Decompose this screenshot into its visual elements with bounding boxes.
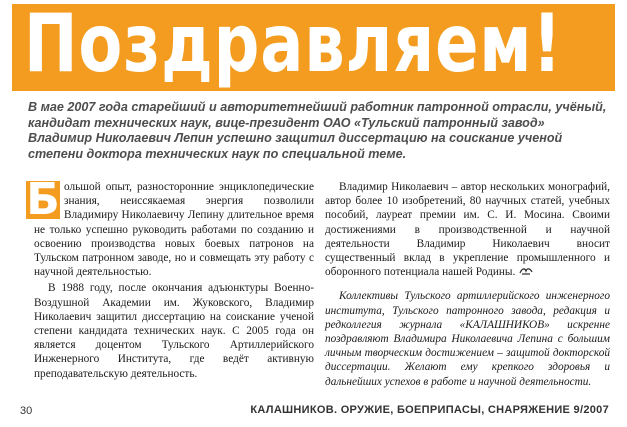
magazine-footer: КАЛАШНИКОВ. ОРУЖИЕ, БОЕПРИПАСЫ, СНАРЯЖЕНИЕ 9/2007 (250, 404, 609, 416)
page-number: 30 (20, 405, 33, 417)
article-paragraph: В 1988 году, после окончания адъюнктуры Военно-Воздушной Академии им. Жуковского, Владимир Николаевич защитил диссертацию на соискание ученой степени кандидата технических наук. С 2005 года он является доцентом Тульского Артиллерийского Инженерного Института, где ведёт активную преподавательскую деятельность. (34, 282, 314, 380)
article-paragraph (26, 174, 314, 279)
article-text: Владимир Николаевич – автор нескольких монографий, автор более 10 изобретений, 80 научных статей, учебных пособий, лауреат премии им. С. И. Мосина. Своими достижениями в производственной и научной деятельности Владимир Николаевич вносит существенный вклад в укрепление промышленного и оборонного потенциала нашей Родины. (325, 181, 610, 279)
article-column-1 (26, 174, 314, 381)
article-text: ольшой опыт, разносторонние энциклопедические знания, неиссякаемая энергия позволили Владимиру Николаевичу Лепину длительное время не только успешно руководить работами по созданию и освоению производства новых боевых патронов на Тульском патронном заводе, но и совмещать эту работу с научной деятельностью. (34, 181, 314, 279)
drop-cap: Б (26, 174, 60, 225)
lead-paragraph: В мае 2007 года старейший и авторитетнейший работник патронной отрасли, учёный, кандидат технических наук, вице-президент ОАО «Тульский патронный завод» Владимир Николаевич Лепин успешно защитил диссертацию на соискание ученой степени доктора технических наук по специальной теме. (28, 100, 607, 161)
title-banner (12, 0, 615, 91)
article-paragraph (325, 180, 610, 279)
article-column-2 (325, 180, 610, 389)
congratulation-text: Коллективы Тульского артиллерийского инженерного института, Тульского патронного завода, редакция и редколлегия журнала «КАЛАШНИКОВ» искренне поздравляют Владимира Николаевича Лепина с большим личным творческим достижением – защитой докторской диссертации. Желают ему крепкого здоровья и дальнейших успехов в работе и научной деятельности. (325, 290, 610, 388)
end-mark-icon (519, 267, 533, 276)
page-title: Поздравляем! (24, 0, 563, 90)
